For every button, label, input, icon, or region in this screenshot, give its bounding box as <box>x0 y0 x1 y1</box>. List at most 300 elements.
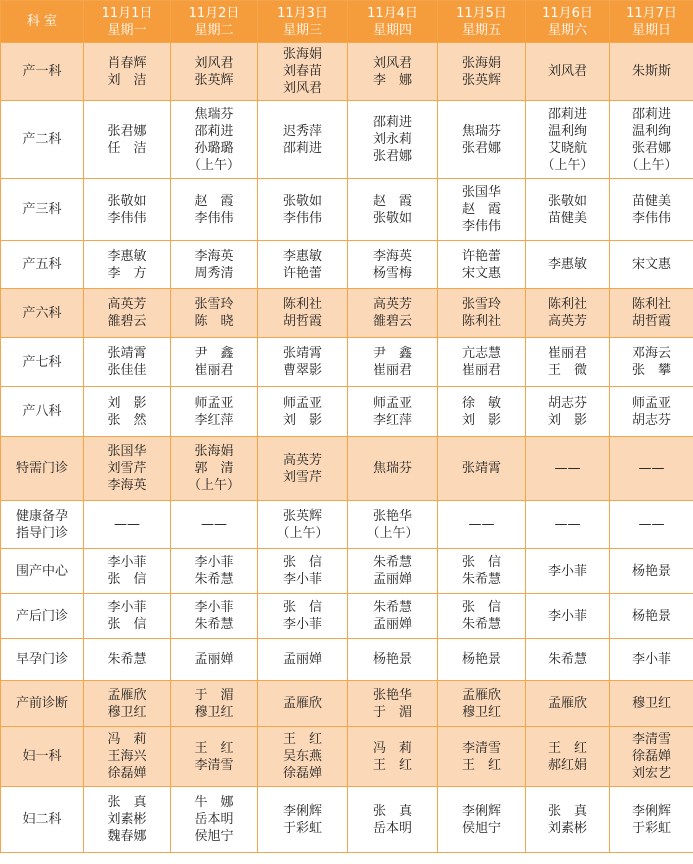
dept-name: 围产中心 <box>15 563 68 579</box>
staff-name: 朱希慧 <box>461 617 501 632</box>
dept-name: 特需门诊 <box>15 461 68 476</box>
staff-name: （上午） <box>625 157 678 173</box>
table-row <box>1 179 693 241</box>
header-dept-label: 科 室 <box>1 1 84 43</box>
schedule-cell <box>258 437 348 501</box>
staff-name: 王 红 <box>194 740 234 756</box>
schedule-cell <box>171 639 258 681</box>
schedule-cell <box>610 501 693 549</box>
header-date: 11月3日 <box>277 5 328 21</box>
schedule-cell <box>348 338 438 387</box>
schedule-cell <box>171 787 258 853</box>
staff-name: 魏春娜 <box>107 829 147 844</box>
staff-name: 张 信 <box>282 600 322 615</box>
dept-cell <box>1 787 84 853</box>
schedule-cell <box>348 549 438 594</box>
schedule-cell <box>258 179 348 241</box>
header-day-5 <box>438 1 526 43</box>
schedule-cell <box>348 43 438 101</box>
dept-cell <box>1 639 84 681</box>
schedule-cell <box>526 727 610 787</box>
schedule-cell <box>526 437 610 501</box>
staff-name: 岳本明 <box>194 812 234 827</box>
schedule-cell <box>258 241 348 289</box>
schedule-cell <box>171 437 258 501</box>
staff-name: 李惠敏 <box>547 257 587 272</box>
schedule-cell <box>438 241 526 289</box>
schedule-cell <box>438 549 526 594</box>
staff-name: 李伟伟 <box>194 210 234 226</box>
schedule-cell <box>438 727 526 787</box>
staff-name: 杨艳景 <box>461 652 501 667</box>
header-weekday: 星期二 <box>194 22 234 38</box>
schedule-cell <box>438 787 526 853</box>
staff-name: 张海娟 <box>282 47 322 62</box>
staff-name: 穆卫红 <box>631 696 671 711</box>
staff-name: 邵莉进 <box>282 140 322 156</box>
staff-name: 任 洁 <box>107 140 147 156</box>
schedule-cell <box>171 179 258 241</box>
staff-name: 张 真 <box>547 803 587 819</box>
schedule-cell <box>348 179 438 241</box>
schedule-cell <box>258 387 348 437</box>
schedule-cell <box>171 43 258 101</box>
staff-name: 胡志芬 <box>547 395 587 411</box>
schedule-cell <box>610 338 693 387</box>
staff-name: 李小菲 <box>282 572 322 587</box>
schedule-cell <box>438 289 526 338</box>
staff-name: 张佳佳 <box>107 363 147 378</box>
schedule-cell <box>84 179 171 241</box>
dept-name: 产三科 <box>22 202 62 217</box>
staff-name: —— <box>468 517 495 532</box>
staff-name: 朱斯斯 <box>631 64 671 79</box>
staff-name: 刘 洁 <box>107 72 147 88</box>
staff-name: 尹 鑫 <box>372 346 412 361</box>
dept-name: 妇一科 <box>22 749 62 764</box>
staff-name: 孟雁欣 <box>107 687 147 703</box>
staff-name: 李伟伟 <box>461 219 501 234</box>
staff-name: 孟丽婵 <box>194 652 234 667</box>
staff-name: 焦瑞芬 <box>372 461 412 476</box>
staff-name: 侯旭宁 <box>461 820 501 836</box>
header-day-3 <box>258 1 348 43</box>
staff-name: 朱希慧 <box>461 572 501 587</box>
header-weekday: 星期六 <box>547 22 587 38</box>
staff-name: 张 真 <box>372 803 412 819</box>
table-row <box>1 681 693 727</box>
staff-name: 陈 晓 <box>194 314 234 329</box>
staff-name: 岳本明 <box>372 820 412 836</box>
staff-name: 张英辉 <box>282 508 322 524</box>
staff-name: 孟丽婵 <box>372 617 412 632</box>
schedule-cell <box>610 101 693 179</box>
staff-name: （上午） <box>541 157 594 173</box>
staff-name: —— <box>554 461 581 476</box>
staff-name: 孟雁欣 <box>461 687 501 703</box>
schedule-body <box>1 43 693 853</box>
staff-name: 吴东燕 <box>282 749 322 764</box>
schedule-cell <box>438 437 526 501</box>
schedule-cell <box>438 501 526 549</box>
staff-name: 杨雪梅 <box>372 265 412 281</box>
staff-name: 朱希慧 <box>547 652 587 667</box>
schedule-cell <box>438 681 526 727</box>
schedule-cell <box>526 639 610 681</box>
dept-cell <box>1 101 84 179</box>
staff-name: 李惠敏 <box>282 248 322 264</box>
staff-name: 崔丽君 <box>372 363 412 378</box>
staff-name: 高英芳 <box>282 452 322 468</box>
staff-name: 赵 霞 <box>461 202 501 217</box>
staff-name: 李小菲 <box>194 555 234 570</box>
staff-name: 张靖霄 <box>282 346 322 361</box>
staff-name: 刘 影 <box>282 412 322 428</box>
staff-name: 张 信 <box>107 572 147 587</box>
staff-name: 宋文惠 <box>631 257 671 272</box>
schedule-cell <box>171 387 258 437</box>
staff-name: 刘风君 <box>194 55 234 71</box>
staff-name: （上午） <box>187 478 240 493</box>
staff-name: 邵莉进 <box>631 106 671 122</box>
schedule-cell <box>84 437 171 501</box>
schedule-cell <box>84 43 171 101</box>
header-date: 11月7日 <box>626 5 677 21</box>
staff-name: 王 红 <box>461 757 501 773</box>
header-date: 11月4日 <box>367 5 418 21</box>
schedule-cell <box>258 43 348 101</box>
header-date: 11月5日 <box>456 5 507 21</box>
staff-name: 张敬如 <box>547 193 587 209</box>
schedule-cell <box>258 501 348 549</box>
schedule-cell <box>84 501 171 549</box>
staff-name: 李红萍 <box>194 412 234 428</box>
staff-name: 雒碧云 <box>372 314 412 329</box>
staff-name: 高英芳 <box>372 297 412 312</box>
staff-name: 张 信 <box>461 600 501 615</box>
staff-name: 张敬如 <box>107 193 147 209</box>
staff-name: 李小菲 <box>107 600 147 615</box>
dept-cell <box>1 437 84 501</box>
staff-name: 周秀清 <box>194 265 234 281</box>
schedule-cell <box>526 681 610 727</box>
header-weekday: 星期三 <box>282 22 322 38</box>
schedule-cell <box>438 594 526 639</box>
staff-name: 于 湄 <box>372 704 412 720</box>
staff-name: 张靖霄 <box>107 346 147 361</box>
staff-name: 崔丽君 <box>194 363 234 378</box>
staff-name: 李俐辉 <box>282 803 322 819</box>
schedule-cell <box>171 594 258 639</box>
staff-name: 李小菲 <box>282 617 322 632</box>
dept-cell <box>1 594 84 639</box>
staff-name: 穆卫红 <box>194 704 234 720</box>
staff-name: 陈利社 <box>631 297 671 312</box>
staff-name: 师孟亚 <box>282 395 322 411</box>
staff-name: 刘素彬 <box>107 812 147 827</box>
staff-name: —— <box>638 461 665 476</box>
schedule-cell <box>171 727 258 787</box>
staff-name: 杨艳景 <box>372 652 412 667</box>
schedule-cell <box>171 101 258 179</box>
dept-cell <box>1 43 84 101</box>
staff-name: 张君娜 <box>107 123 147 139</box>
staff-name: 赵 霞 <box>372 193 412 209</box>
staff-name: 张君娜 <box>461 140 501 156</box>
schedule-cell <box>171 338 258 387</box>
staff-name: （上午） <box>187 157 240 173</box>
staff-name: 李小菲 <box>194 600 234 615</box>
staff-name: 刘 影 <box>547 412 587 428</box>
schedule-cell <box>84 594 171 639</box>
schedule-cell <box>348 787 438 853</box>
schedule-cell <box>610 289 693 338</box>
staff-name: 张英辉 <box>461 72 501 88</box>
dept-name: 产六科 <box>22 305 62 321</box>
staff-name: 徐磊婵 <box>631 749 671 764</box>
staff-name: 邓海云 <box>631 346 671 361</box>
staff-name: 许艳蕾 <box>282 265 322 281</box>
schedule-cell <box>526 787 610 853</box>
schedule-cell <box>84 639 171 681</box>
staff-name: 孟丽婵 <box>282 652 322 667</box>
dept-cell <box>1 241 84 289</box>
table-row <box>1 241 693 289</box>
staff-name: 李海英 <box>372 248 412 264</box>
staff-name: （上午） <box>276 525 329 541</box>
table-row <box>1 289 693 338</box>
schedule-cell <box>526 501 610 549</box>
staff-name: 张 信 <box>282 555 322 570</box>
staff-name: —— <box>554 517 581 532</box>
staff-name: —— <box>201 517 227 532</box>
staff-name: 张艳华 <box>372 687 412 703</box>
staff-name: 刘永莉 <box>372 132 412 147</box>
schedule-cell <box>171 289 258 338</box>
schedule-cell <box>348 681 438 727</box>
schedule-cell <box>84 549 171 594</box>
staff-name: 朱希慧 <box>372 555 412 570</box>
staff-name: 刘风君 <box>547 64 587 79</box>
dept-name: 产七科 <box>22 354 62 370</box>
schedule-cell <box>526 594 610 639</box>
dept-cell <box>1 549 84 594</box>
staff-name: —— <box>114 517 140 532</box>
staff-name: 徐磊婵 <box>282 766 322 781</box>
staff-name: 苗健美 <box>547 210 587 226</box>
dept-name: 产后门诊 <box>15 608 68 624</box>
header-weekday: 星期日 <box>631 22 671 38</box>
staff-name: —— <box>638 517 665 532</box>
schedule-cell <box>84 101 171 179</box>
dept-cell <box>1 387 84 437</box>
dept-cell <box>1 681 84 727</box>
staff-name: 刘风君 <box>372 55 412 71</box>
staff-name: 李小菲 <box>547 563 587 579</box>
staff-name: 许艳蕾 <box>461 248 501 264</box>
schedule-cell <box>438 639 526 681</box>
staff-name: 李小菲 <box>547 608 587 624</box>
table-row <box>1 101 693 179</box>
dept-name: 妇二科 <box>22 812 62 827</box>
schedule-cell <box>258 289 348 338</box>
table-row <box>1 43 693 101</box>
staff-name: 曹翠影 <box>282 363 322 378</box>
schedule-cell <box>171 241 258 289</box>
staff-name: 王海兴 <box>107 749 147 764</box>
schedule-cell <box>610 43 693 101</box>
table-row <box>1 338 693 387</box>
schedule-cell <box>348 501 438 549</box>
schedule-cell <box>438 43 526 101</box>
staff-name: 邵莉进 <box>372 115 412 130</box>
staff-name: 温利绚 <box>631 123 671 139</box>
header-weekday: 星期四 <box>372 22 412 38</box>
staff-name: 张国华 <box>107 444 147 459</box>
schedule-cell <box>258 101 348 179</box>
staff-name: 于 湄 <box>194 687 234 703</box>
staff-name: 孙璐璐 <box>194 140 234 156</box>
staff-name: 孟雁欣 <box>547 696 587 711</box>
schedule-cell <box>84 241 171 289</box>
dept-cell <box>1 501 84 549</box>
staff-name: 刘素彬 <box>547 820 587 836</box>
staff-name: 李 方 <box>107 265 147 281</box>
staff-name: 王 红 <box>372 757 412 773</box>
staff-name: 李伟伟 <box>107 210 147 226</box>
staff-name: 陈利社 <box>282 297 322 312</box>
schedule-cell <box>348 727 438 787</box>
staff-name: 艾晓航 <box>547 140 587 156</box>
staff-name: 刘 影 <box>461 412 501 428</box>
staff-name: 王 红 <box>282 732 322 747</box>
dept-name: 产一科 <box>22 64 62 79</box>
staff-name: 迟秀萍 <box>282 123 322 139</box>
schedule-cell <box>348 387 438 437</box>
staff-name: 刘风君 <box>282 81 322 96</box>
staff-name: 焦瑞芬 <box>461 123 501 139</box>
staff-name: 于彩虹 <box>282 820 322 836</box>
staff-name: 张雪玲 <box>194 297 234 312</box>
schedule-cell <box>348 241 438 289</box>
staff-name: 肖春辉 <box>107 55 147 71</box>
staff-name: 崔丽君 <box>461 363 501 378</box>
staff-name: 刘雪芹 <box>107 461 147 476</box>
staff-name: 郝红娟 <box>547 757 587 773</box>
staff-name: 李 娜 <box>372 72 412 88</box>
table-row <box>1 639 693 681</box>
staff-name: 李红萍 <box>372 412 412 428</box>
staff-name: 冯 莉 <box>372 740 412 756</box>
staff-name: 张雪玲 <box>461 297 501 312</box>
staff-name: 师孟亚 <box>631 395 671 411</box>
staff-name: 李海英 <box>107 478 147 493</box>
staff-name: 雒碧云 <box>107 314 147 329</box>
staff-name: 张英辉 <box>194 72 234 88</box>
schedule-cell <box>526 43 610 101</box>
schedule-cell <box>526 387 610 437</box>
table-row <box>1 437 693 501</box>
staff-name: 胡哲霞 <box>282 314 322 329</box>
staff-name: 胡哲霞 <box>631 314 671 329</box>
staff-name: 邵莉进 <box>194 123 234 139</box>
schedule-cell <box>438 338 526 387</box>
schedule-cell <box>258 639 348 681</box>
staff-name: 李清雪 <box>461 740 501 756</box>
staff-name: 朱希慧 <box>194 572 234 587</box>
header-day-7 <box>610 1 693 43</box>
header-date: 11月6日 <box>542 5 593 21</box>
staff-name: 杨艳景 <box>631 563 671 579</box>
schedule-cell <box>610 727 693 787</box>
staff-name: 李俐辉 <box>461 803 501 819</box>
schedule-cell <box>348 101 438 179</box>
dept-name: 产二科 <box>22 132 62 147</box>
schedule-cell <box>610 241 693 289</box>
dept-name: 产八科 <box>22 404 62 419</box>
header-date: 11月2日 <box>188 5 240 21</box>
schedule-cell <box>438 179 526 241</box>
staff-name: 杨艳景 <box>631 608 671 624</box>
staff-name: 张海娟 <box>194 444 234 459</box>
staff-name: 高英芳 <box>547 314 587 329</box>
schedule-cell <box>610 179 693 241</box>
schedule-cell <box>610 387 693 437</box>
schedule-cell <box>171 549 258 594</box>
staff-name: 温利绚 <box>547 123 587 139</box>
staff-name: 张 攀 <box>631 363 671 378</box>
dept-name: 产五科 <box>22 257 62 272</box>
schedule-cell <box>84 787 171 853</box>
schedule-cell <box>348 594 438 639</box>
staff-name: 李清雪 <box>194 757 234 773</box>
schedule-cell <box>610 437 693 501</box>
header-weekday: 星期一 <box>107 22 147 38</box>
staff-name: 牛 娜 <box>194 795 234 810</box>
staff-name: 孟丽婵 <box>372 572 412 587</box>
dept-cell <box>1 289 84 338</box>
staff-name: 朱希慧 <box>372 600 412 615</box>
staff-name: 李俐辉 <box>631 803 671 819</box>
staff-name: 尹 鑫 <box>194 346 234 361</box>
staff-name: 高英芳 <box>107 297 147 312</box>
staff-name: 焦瑞芬 <box>194 106 234 122</box>
staff-name: 张靖霄 <box>461 461 501 476</box>
dept-name: 指导门诊 <box>15 525 68 541</box>
staff-name: 刘 影 <box>107 395 147 411</box>
header-day-6 <box>526 1 610 43</box>
schedule-cell <box>84 727 171 787</box>
staff-name: 师孟亚 <box>372 395 412 411</box>
dept-name: 健康备孕 <box>15 508 68 524</box>
staff-name: 张君娜 <box>631 140 671 156</box>
schedule-cell <box>258 594 348 639</box>
staff-name: 陈利社 <box>547 297 587 312</box>
header-row <box>1 1 693 43</box>
table-row <box>1 501 693 549</box>
dept-name: 产前诊断 <box>15 696 68 711</box>
schedule-cell <box>258 727 348 787</box>
schedule-cell <box>84 387 171 437</box>
staff-name: 赵 霞 <box>194 193 234 209</box>
schedule-cell <box>438 101 526 179</box>
staff-name: （上午） <box>366 525 419 541</box>
schedule-cell <box>84 681 171 727</box>
staff-name: 张君娜 <box>372 149 412 164</box>
header-day-2 <box>171 1 258 43</box>
schedule-cell <box>348 289 438 338</box>
header-date: 11月1日 <box>101 5 153 21</box>
